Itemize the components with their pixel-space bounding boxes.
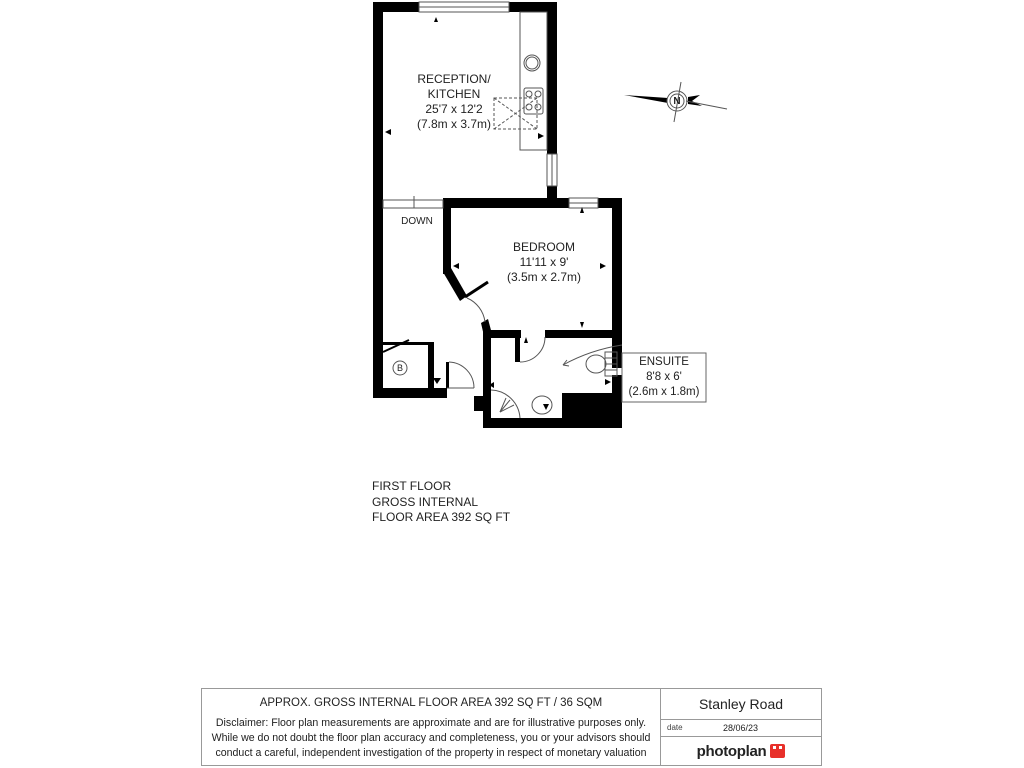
footer-info-box [201,688,822,766]
room-name: ENSUITE [639,356,689,368]
room-size-metric: (7.8m x 3.7m) [416,117,491,131]
disclaimer-line: While we do not doubt the floor plan accuracy and completeness, you or your advisors should [211,732,651,744]
room-label-bedroom [494,240,594,285]
disclaimer-line: conduct a careful, independent investigation of the property in respect of monetary valuation [215,747,647,759]
floor-name: FIRST FLOOR [372,479,452,493]
room-size-imperial: 25'7 x 12'2 [425,102,483,116]
room-size-metric: (2.6m x 1.8m) [628,386,700,398]
disclaimer-text [202,716,660,761]
gross-area-text: APPROX. GROSS INTERNAL FLOOR AREA 392 SQ FT / 36 SQM [259,697,603,709]
date-row [661,720,821,737]
room-name: RECEPTION/ [417,72,491,86]
boiler-icon: B [396,363,403,373]
floor-area-label: GROSS INTERNAL [372,494,479,509]
disclaimer-line: Disclaimer: Floor plan measurements are approximate and are for illustrative purposes only. [215,717,647,729]
stairs-down-label: DOWN [401,216,433,227]
property-address: Stanley Road [661,689,821,720]
footer-left [202,689,661,765]
floor-summary [372,479,510,526]
date-value: 28/06/23 [723,723,759,733]
room-name: KITCHEN [427,87,481,101]
photoplan-logo-icon [770,744,785,758]
brand-logo [661,737,821,765]
date-label: date [667,723,683,732]
room-label-ensuite [622,355,706,400]
room-size-imperial: 8'8 x 6' [646,371,682,383]
room-size-imperial: 11'11 x 9' [519,255,569,269]
footer-right [661,689,821,765]
room-size-metric: (3.5m x 2.7m) [506,270,581,284]
brand-name: photoplan [696,742,767,760]
compass-n-label: N [673,96,681,107]
room-name: BEDROOM [512,240,575,254]
room-label-reception-kitchen [404,72,504,132]
floor-area-value: FLOOR AREA 392 SQ FT [372,510,511,524]
